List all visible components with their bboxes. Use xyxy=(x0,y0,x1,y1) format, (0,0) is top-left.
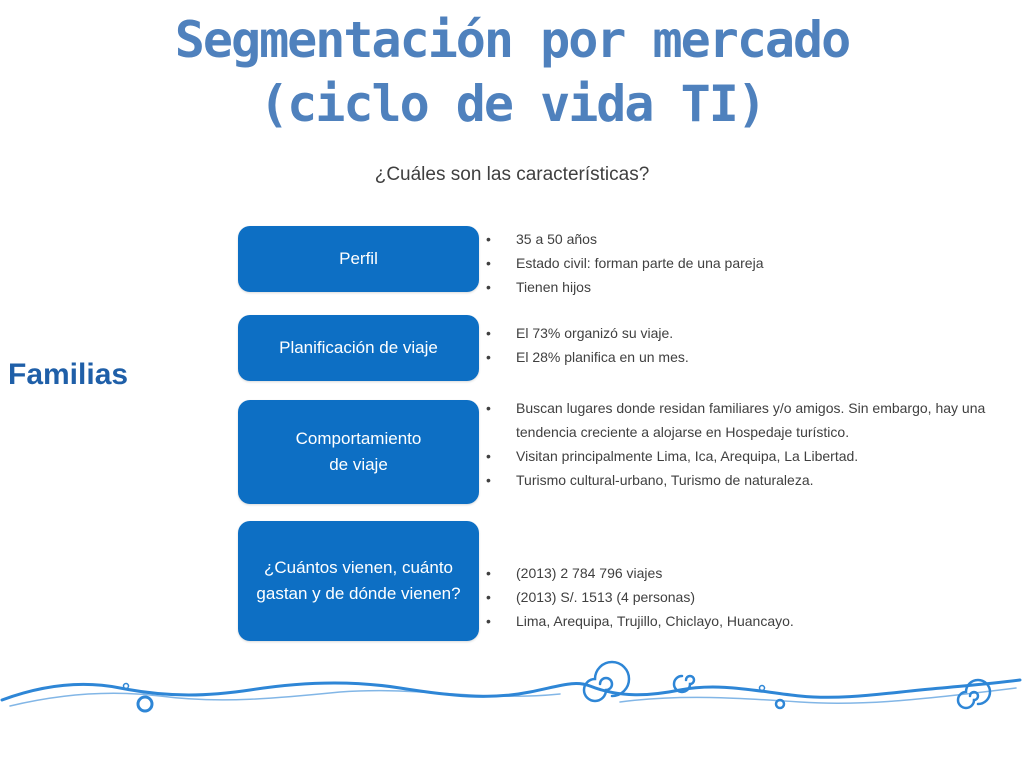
pill-comportamiento-label xyxy=(286,426,432,478)
pill-comportamiento xyxy=(238,400,479,504)
pill-comportamiento-line-1: Comportamiento xyxy=(295,429,422,448)
segment-label: Familias xyxy=(8,358,129,391)
title-line-2: (ciclo de vida TI) xyxy=(259,75,765,133)
dot-circle xyxy=(124,684,129,689)
bullet-item: • 35 a 50 años xyxy=(486,227,1006,251)
pill-perfil-label: Perfil xyxy=(339,249,378,268)
bullets-comportamiento xyxy=(486,396,1006,492)
bullet-item: • Estado civil: forman parte de una pareja xyxy=(486,251,1006,275)
ring-circle xyxy=(776,700,784,708)
slide-title xyxy=(0,8,1024,136)
pill-planificacion-label: Planificación de viaje xyxy=(279,338,438,357)
pill-cuantos-vienen-label xyxy=(246,555,470,607)
bullets-perfil xyxy=(486,227,1006,299)
bullet-item: • Tienen hijos xyxy=(486,275,1006,299)
bullet-item: • Visitan principalmente Lima, Ica, Arequipa, La Libertad. xyxy=(486,444,1006,468)
pill-cuantos-vienen xyxy=(238,521,479,641)
bullet-item: • (2013) 2 784 796 viajes xyxy=(486,561,1006,585)
subtitle: ¿Cuáles son las características? xyxy=(374,164,650,185)
bullet-item: • Lima, Arequipa, Trujillo, Chiclayo, Huancayo. xyxy=(486,609,1006,633)
pill-cuantos-line-1: ¿Cuántos vienen, cuánto xyxy=(263,558,453,577)
bullets-cuantos-vienen xyxy=(486,561,1006,633)
bullets-planificacion xyxy=(486,321,1006,369)
pill-cuantos-line-2: gastan y de dónde vienen? xyxy=(256,584,461,603)
bullet-item: • Turismo cultural-urbano, Turismo de naturaleza. xyxy=(486,468,1006,492)
pill-perfil xyxy=(238,226,479,292)
dot-circle xyxy=(760,686,765,691)
title-line-1: Segmentación por mercado xyxy=(174,11,850,69)
ring-circle xyxy=(138,697,152,711)
bullet-item: • Buscan lugares donde residan familiares y/o amigos. Sin embargo, hay una tendencia creciente a alojarse en Hospedaje turístico. xyxy=(486,396,1006,444)
wave-line-inner xyxy=(10,691,560,706)
pill-planificacion xyxy=(238,315,479,381)
pill-comportamiento-line-2: de viaje xyxy=(329,455,388,474)
wave-swirl-decoration xyxy=(0,650,1024,768)
bullet-item: • El 28% planifica en un mes. xyxy=(486,345,1006,369)
bullet-item: • (2013) S/. 1513 (4 personas) xyxy=(486,585,1006,609)
bullet-item: • El 73% organizó su viaje. xyxy=(486,321,1006,345)
